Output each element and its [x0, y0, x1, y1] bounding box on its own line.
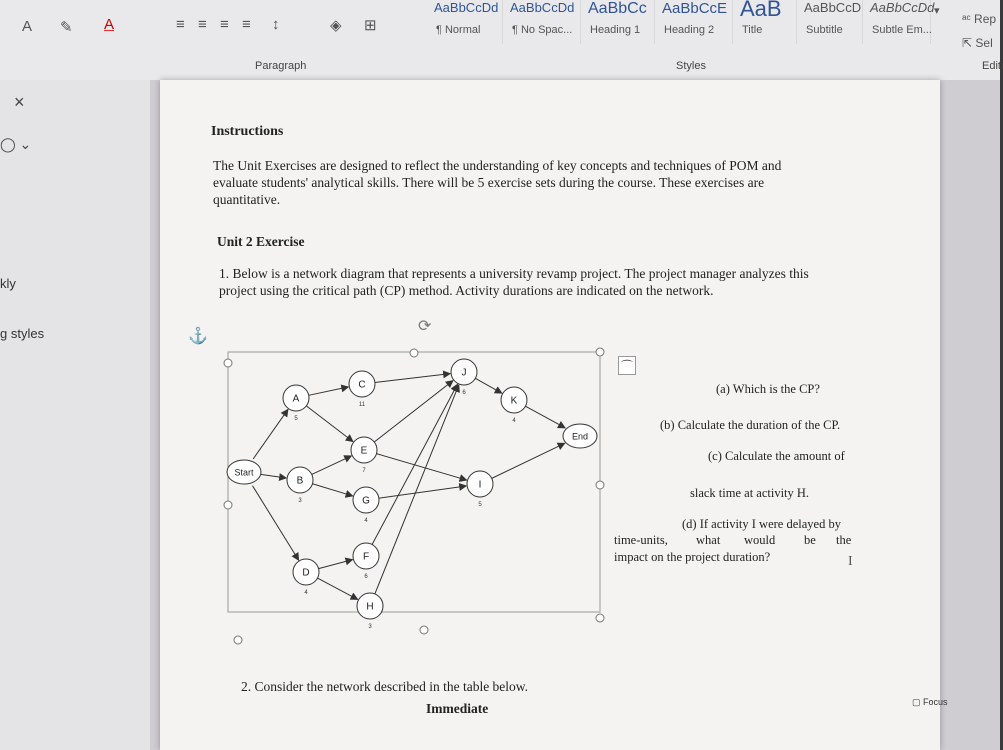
edge-A-C [309, 387, 349, 395]
question-d-word: be [804, 533, 816, 547]
node-label: End [571, 431, 589, 442]
style-name: Heading 2 [664, 24, 715, 36]
rotate-handle-icon[interactable]: ⟳ [418, 318, 432, 335]
style-heading-2[interactable] [656, 0, 733, 44]
editing-group-label: Editi [982, 60, 1003, 72]
node-label: K [510, 395, 518, 407]
resize-handle[interactable] [410, 349, 418, 357]
question-c-line2: slack time at activity H. [690, 486, 810, 500]
style-no-spacing[interactable] [504, 0, 581, 44]
focus-icon: ▢ [912, 697, 921, 707]
nav-item[interactable]: g styles [0, 326, 45, 341]
edge-G-I [379, 486, 466, 498]
edge-C-J [375, 374, 450, 383]
edge-J-K [475, 378, 501, 393]
unit-heading: Unit 2 Exercise [217, 234, 305, 249]
question-a: (a) Which is the CP? [716, 382, 820, 396]
font-color-icon[interactable]: A [104, 16, 115, 33]
intro-line: The Unit Exercises are designed to reflect the understanding of key concepts and techniques of POM and [213, 158, 782, 173]
justify-icon[interactable]: ≡ [242, 16, 251, 33]
question-d-word: what [696, 533, 721, 547]
node-label: A [292, 393, 300, 405]
node-label: B [296, 475, 304, 487]
anchor-icon: ⚓ [188, 328, 208, 345]
select-label: Sel [975, 36, 993, 50]
question-1-line: project using the critical path (CP) method. Activity durations are indicated on the network. [219, 283, 714, 298]
question-1-line: 1. Below is a network diagram that represents a university revamp project. The project manager analyzes this [219, 266, 809, 281]
question-d-word: time-units, [614, 533, 668, 547]
style-title[interactable] [734, 0, 797, 44]
search-options-icon[interactable]: ◯ ⌄ [0, 136, 32, 152]
style-heading-1[interactable] [582, 0, 655, 44]
style-sample: AaBbCcDd [510, 0, 575, 15]
question-c-line1: (c) Calculate the amount of [708, 449, 845, 463]
node-duration: 4 [512, 418, 516, 424]
edge-F-J [372, 384, 457, 544]
edge-K-end [525, 406, 565, 428]
style-sample: AaBbCcD [804, 0, 862, 15]
node-duration: 3 [298, 498, 302, 504]
style-sample: AaBbCcE [662, 0, 728, 17]
document-page[interactable] [160, 80, 940, 750]
question-d-word: the [836, 533, 852, 547]
node-label: Start [234, 467, 254, 478]
select-button[interactable]: ⇱ Sel [962, 36, 993, 50]
node-label: D [302, 567, 310, 579]
edge-B-E [312, 456, 352, 475]
question-2: 2. Consider the network described in the table below. [241, 679, 529, 694]
style-subtle-emphasis[interactable] [864, 0, 935, 44]
align-center-icon[interactable]: ≡ [198, 16, 207, 33]
styles-scroll-icon[interactable]: ▾ [934, 5, 940, 17]
table-header: Immediate [426, 701, 489, 716]
clear-format-icon[interactable]: A [22, 18, 33, 35]
text-cursor-icon: I [848, 554, 853, 569]
question-d-line1: (d) If activity I were delayed by [682, 517, 841, 531]
node-label: E [360, 445, 368, 457]
style-name: Heading 1 [590, 24, 641, 36]
focus-label: Focus [923, 697, 948, 707]
borders-icon[interactable]: ⊞ [364, 17, 377, 34]
node-duration: 11 [358, 402, 366, 408]
highlighter-icon[interactable]: ✎ [60, 19, 73, 36]
question-d-word: would [744, 533, 776, 547]
edge-I-end [492, 443, 565, 478]
question-d-line3: impact on the project duration? [614, 550, 771, 564]
paragraph-group-label: Paragraph [255, 60, 307, 72]
node-duration: 6 [364, 574, 368, 580]
ribbon [0, 0, 1003, 81]
shading-icon[interactable]: ◈ [330, 17, 342, 34]
resize-handle[interactable] [234, 636, 242, 644]
edge-D-F [319, 560, 353, 569]
align-left-icon[interactable]: ≡ [176, 16, 185, 33]
intro-line: evaluate students' analytical skills. There will be 5 exercise sets during the course. These exercises are [213, 175, 765, 190]
node-duration: 7 [362, 468, 366, 474]
node-duration: 4 [364, 518, 368, 524]
style-subtitle[interactable] [798, 0, 863, 44]
focus-mode-button[interactable] [912, 697, 948, 708]
replace-label: Rep [974, 12, 997, 26]
nav-item[interactable]: kly [0, 276, 16, 291]
resize-handle[interactable] [596, 481, 604, 489]
resize-handle[interactable] [596, 348, 604, 356]
resize-handle[interactable] [224, 501, 232, 509]
edge-E-I [376, 454, 466, 480]
node-duration: 6 [462, 390, 466, 396]
edge-E-J [374, 381, 453, 442]
style-name: ¶ Normal [436, 24, 481, 36]
edge-start-B [260, 474, 286, 478]
resize-handle[interactable] [224, 359, 232, 367]
line-spacing-icon[interactable]: ↕ [272, 16, 280, 33]
node-label: H [366, 601, 374, 613]
edge-D-H [317, 578, 357, 599]
node-label: G [362, 495, 370, 507]
style-sample: AaBbCcDd [434, 0, 499, 15]
node-duration: 5 [294, 416, 298, 422]
node-duration: 4 [304, 590, 308, 596]
node-label: J [461, 367, 467, 379]
resize-handle[interactable] [596, 614, 604, 622]
style-name: Subtle Em... [872, 24, 932, 36]
edge-start-A [253, 409, 288, 458]
edge-start-D [252, 486, 298, 561]
intro-line: quantitative. [213, 192, 281, 207]
instructions-heading: Instructions [211, 124, 284, 139]
navigation-pane [0, 80, 151, 750]
style-name: Title [742, 24, 763, 36]
resize-handle[interactable] [420, 626, 428, 634]
edge-B-G [312, 484, 352, 496]
style-sample: AaBbCcDd [870, 0, 935, 15]
style-name: ¶ No Spac... [512, 24, 573, 36]
diagram-frame [228, 352, 600, 612]
style-sample: AaBbCc [588, 0, 647, 17]
align-right-icon[interactable]: ≡ [220, 16, 229, 33]
style-name: Subtitle [806, 24, 843, 36]
edge-A-E [306, 406, 353, 442]
node-label: F [362, 551, 370, 563]
node-label: C [358, 379, 366, 391]
replace-button[interactable]: ᵃᶜ Rep [962, 12, 997, 26]
styles-group-label: Styles [676, 60, 706, 72]
node-duration: 5 [478, 502, 482, 508]
network-diagram[interactable] [224, 320, 624, 630]
node-label: I [478, 479, 482, 491]
question-b: (b) Calculate the duration of the CP. [660, 418, 841, 432]
edge-H-J [375, 385, 459, 594]
close-icon[interactable]: × [14, 92, 25, 112]
style-normal[interactable] [428, 0, 503, 44]
node-duration: 3 [368, 624, 372, 630]
style-sample: AaB [740, 0, 782, 21]
layout-options-icon[interactable]: ⌒ [618, 356, 636, 375]
